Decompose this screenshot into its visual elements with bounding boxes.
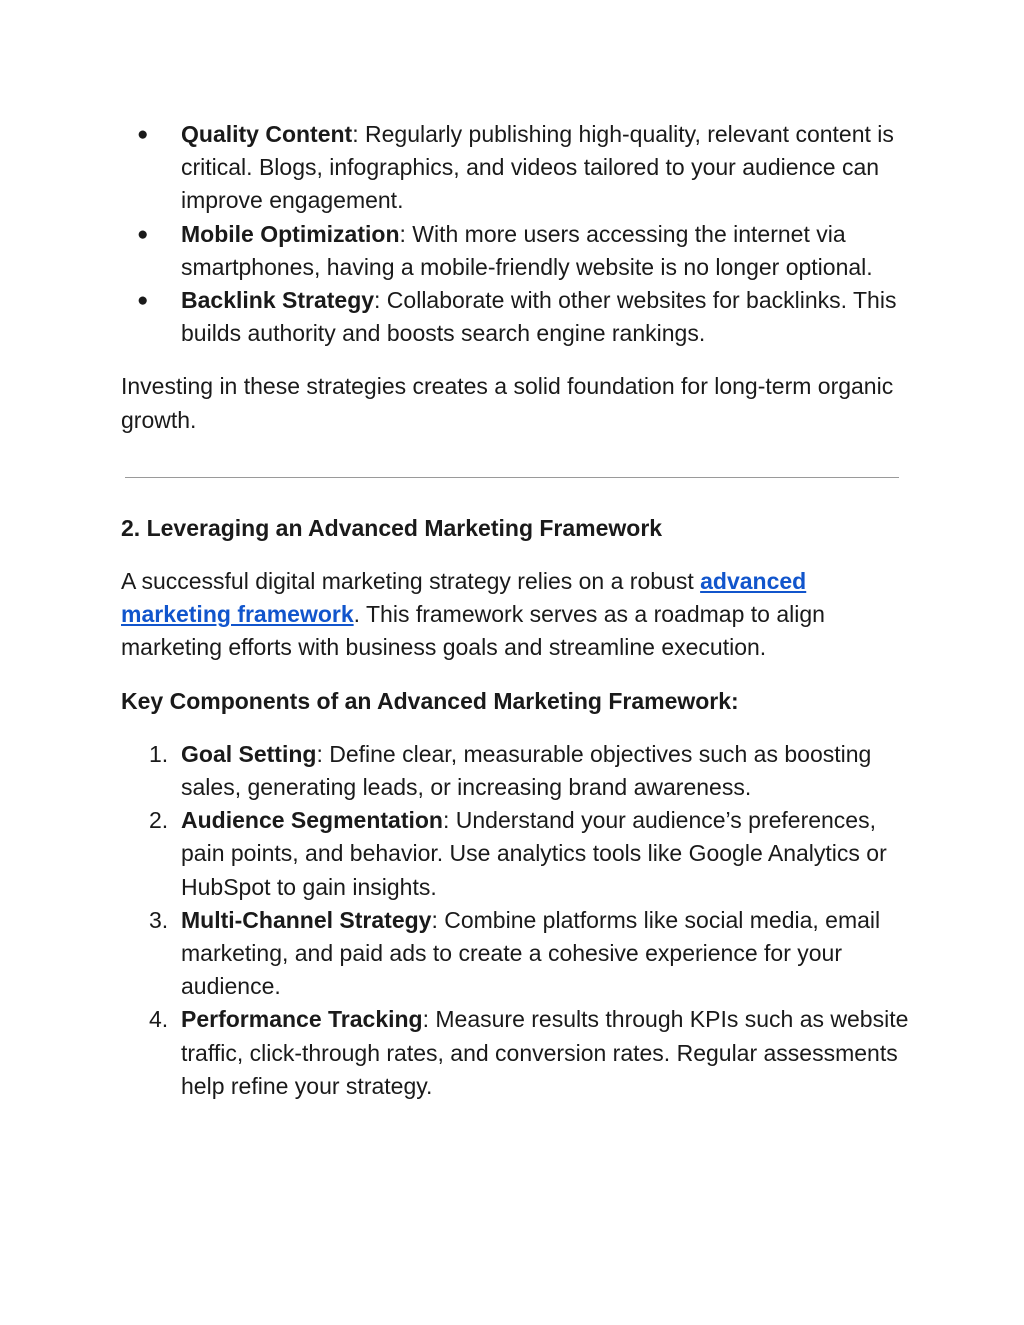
list-item-term: Performance Tracking bbox=[181, 1006, 423, 1033]
bullet-marker: ● bbox=[137, 223, 149, 245]
list-item-term: Goal Setting bbox=[181, 740, 317, 767]
subheading: Key Components of an Advanced Marketing Framework: bbox=[121, 687, 739, 714]
section-heading: 2. Leveraging an Advanced Marketing Framework bbox=[121, 514, 663, 541]
list-item-term: Mobile Optimization bbox=[181, 220, 400, 247]
bullet-marker: ● bbox=[137, 124, 149, 145]
list-item-text: : Measure results through KPIs such as website traffic, click-through rates, and conversion rates. Regular assessments help refine your strategy. bbox=[181, 1006, 909, 1099]
closing-paragraph: Investing in these strategies creates a solid foundation for long-term organic growth. bbox=[121, 373, 894, 433]
list-item bbox=[121, 218, 911, 284]
intro-text-before-link: A successful digital marketing strategy relies on a robust bbox=[121, 568, 701, 595]
intro-paragraph bbox=[121, 565, 911, 665]
number-marker: 4. bbox=[149, 1006, 169, 1033]
list-item-text: : Combine platforms like social media, email marketing, and paid ads to create a cohesive experience for your audience. bbox=[181, 906, 881, 1000]
intro-text-after-link: . This framework serves as a roadmap to align marketing efforts with business goals and streamline execution. bbox=[121, 601, 825, 661]
list-item-text: : Regularly publishing high-quality, relevant content is critical. Blogs, infographics, and videos tailored to your audience can improve engagement. bbox=[181, 121, 894, 214]
list-item-text: : With more users accessing the internet via smartphones, having a mobile-friendly website is no longer optional. bbox=[181, 220, 873, 280]
components-numbered-list bbox=[121, 738, 911, 1103]
list-item bbox=[121, 284, 911, 350]
list-item bbox=[121, 904, 911, 1004]
strategy-bullet-list bbox=[121, 118, 911, 350]
bullet-marker: ● bbox=[137, 290, 149, 312]
list-item bbox=[121, 804, 911, 904]
list-item bbox=[121, 118, 911, 218]
list-item bbox=[121, 738, 911, 804]
list-item-text: : Define clear, measurable objectives such as boosting sales, generating leads, or increasing brand awareness. bbox=[181, 740, 872, 801]
list-item-text: : Understand your audience’s preferences, pain points, and behavior. Use analytics tools like Google Analytics or HubSpot to gain insights. bbox=[181, 807, 887, 900]
list-item-term: Quality Content bbox=[181, 121, 353, 147]
horizontal-divider bbox=[125, 477, 899, 478]
list-item-term: Backlink Strategy bbox=[181, 287, 375, 314]
number-marker: 1. bbox=[149, 740, 169, 767]
document-page bbox=[121, 118, 911, 1103]
number-marker: 2. bbox=[149, 807, 169, 834]
list-item-term: Multi-Channel Strategy bbox=[181, 906, 432, 933]
list-item bbox=[121, 1003, 911, 1103]
list-item-text: : Collaborate with other websites for backlinks. This builds authority and boosts search engine rankings. bbox=[181, 287, 897, 347]
advanced-marketing-framework-link[interactable]: advanced marketing framework bbox=[121, 568, 807, 628]
list-item-term: Audience Segmentation bbox=[181, 807, 443, 834]
number-marker: 3. bbox=[149, 906, 169, 933]
